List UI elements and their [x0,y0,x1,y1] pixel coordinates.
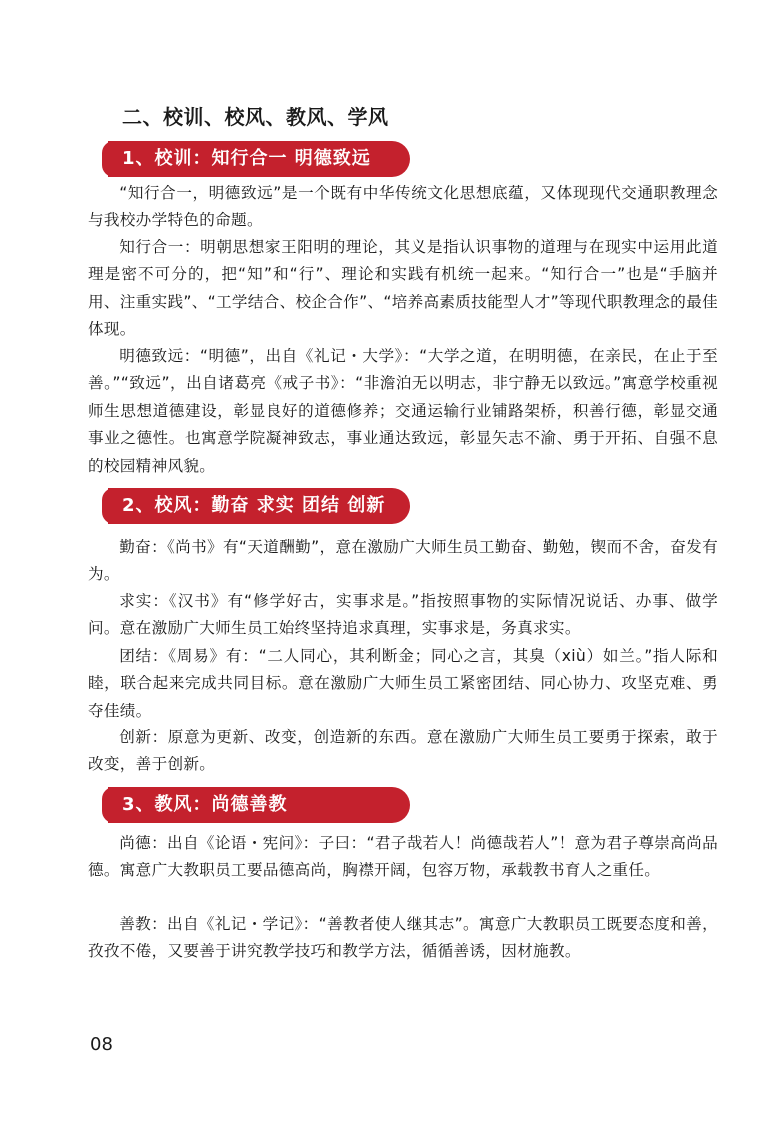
qiushi-paragraph: 求实：《汉书》有“修学好古，实事求是。”指按照事物的实际情况说话、办事、做学问。意在激励广大师生员工始终坚持追求真理，实事求是，务真求实。 [88,592,718,638]
section-heading: 二、校训、校风、教风、学风 [122,105,389,129]
shangde-paragraph: 尚德：出自《论语・宪问》：子曰：“君子哉若人！尚德哉若人”！意为君子尊崇高尚品德。寓意广大教职员工要品德高尚，胸襟开阔，包容万物，承载教书育人之重任。 [88,834,718,880]
school-spirit-banner [108,488,410,524]
motto-banner [108,141,410,177]
mingde-zhiyuan-paragraph: 明德致远：“明德”，出自《礼记・大学》：“大学之道，在明明德，在亲民，在止于至善。”“致远”，出自诸葛亮《戒子书》：“非澹泊无以明志，非宁静无以致远。”寓意学校重视师生思想道德建设，彰显良好的道德修养；交通运输行业铺路架桥，积善行德，彰显交通事业之德性。也寓意学院凝神致志，事业通达致远，彰显矢志不渝、勇于开拓、自强不息的校园精神风貌。 [88,347,718,475]
zhixing-heyi-paragraph: 知行合一：明朝思想家王阳明的理论，其义是指认识事物的道理与在现实中运用此道理是密不可分的，把“知”和“行”、理论和实践有机统一起来。“知行合一”也是“手脑并用、注重实践”、“工学结合、校企合作”、“培养高素质技能型人才”等现代职教理念的最佳体现。 [88,238,718,339]
school-spirit-banner-title: 2、校风：勤奋 求实 团结 创新 [122,495,386,516]
chuangxin-paragraph: 创新：原意为更新、改变，创造新的东西。意在激励广大师生员工要勇于探索，敢于改变，善于创新。 [88,728,718,774]
teaching-style-banner-title: 3、教风：尚德善教 [122,794,288,815]
qinfen-paragraph: 勤奋：《尚书》有“天道酬勤”，意在激励广大师生员工勤奋、勤勉，锲而不舍，奋发有为。 [88,538,718,584]
motto-intro-paragraph: “知行合一，明德致远”是一个既有中华传统文化思想底蕴，又体现现代交通职教理念与我校办学特色的命题。 [88,184,718,230]
motto-banner-title: 1、校训：知行合一 明德致远 [122,148,371,169]
teaching-style-banner [108,787,410,823]
page-number: 08 [90,1034,113,1055]
tuanjie-paragraph: 团结：《周易》有：“二人同心，其利断金；同心之言，其臭（xiù）如兰。”指人际和睦，联合起来完成共同目标。意在激励广大师生员工紧密团结、同心协力、攻坚克难、勇夺佳绩。 [88,647,718,720]
shanjiao-paragraph: 善教：出自《礼记・学记》：“善教者使人继其志”。寓意广大教职员工既要态度和善，孜孜不倦，又要善于讲究教学技巧和教学方法，循循善诱，因材施教。 [88,915,718,961]
